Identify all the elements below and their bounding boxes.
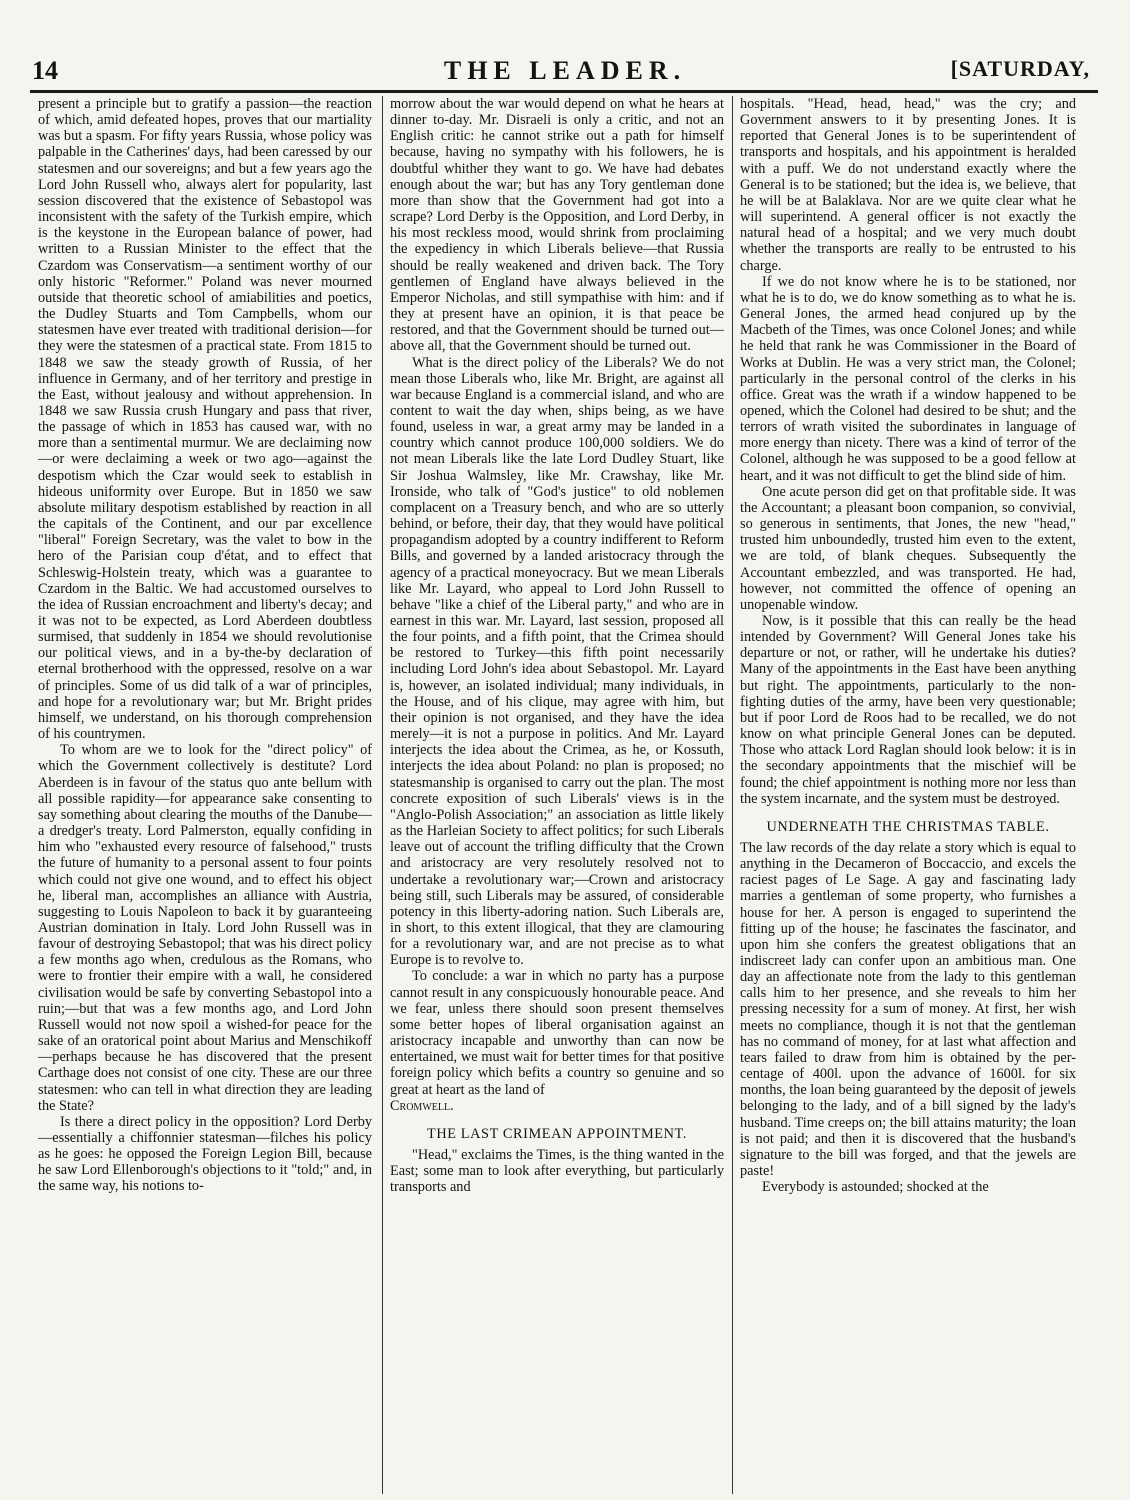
paragraph: present a principle but to gratify a passion—the reaction of which, amid defeated hopes, proves that our martiality was but a spasm. For fifty years Russia, whose policy was palpable in the Catherines' days, had been caressed by our statesmen and our sovereigns; and but a few years ago the Lord John Russell who, always alert for popularity, last session discovered that the existence of Sebastopol was inconsistent with the safety of the Turkish empire, which is the keystone in the European balance of power, had written to a Russian Minister to the effect that the Czardom was Conservatism—a sentiment worthy of our only historic "Reformer." Poland was never mourned outside that theoretic school of amiabilities and poetics, the Dudley Stuarts and Tom Campbells, whom our statesmen have ever treated with traditional derision—for they were the statesmen of a practical state. From 1815 to 1848 we saw the steady growth of Russia, of her influence in Germany, and of her territory and prestige in the East, without jealousy and without apprehension. In 1848 we saw Russia crush Hungary and pass that river, the passage of which in 1853 has caused war, with no more than a sentimental murmur. We are declaiming now—or were declaiming a week or two ago—against the despotism which the Czar would seek to establish in hideous uniformity over Europe. But in 1850 we saw absolute military despotism established by reaction in all the capitals of the Continent, and our par excellence "liberal" Foreign Secretary, was the valet to bow in the hero of the Parisian coup d'état, and to effect that Schleswig-Holstein treaty, which was a guarantee to Czardom in the Baltic. We had accustomed ourselves to the idea of Russian encroachment and liberty's decay; and it was not to be expected, as Lord Aberdeen doubtless surmised, that suddenly in 1854 we should revolutionise our political views, and in a by-the-by declaration of eternal brotherhood with the oppressed, resolve on a war of principles. Some of us did talk of a war of principles, and hope for a revolutionary war; but Mr. Bright prides himself, we understand, on his thorough comprehension of his countrymen. <box>38 96 372 743</box>
page-number: 14 <box>32 56 58 85</box>
paragraph: To conclude: a war in which no party has a purpose cannot result in any conspicuously honourable peace. And we fear, unless there should soon present themselves some better hopes of liberal organisation against an aristocracy incapable and unworthy than can now be entertained, we must wait for better times for that positive foreign policy which befits a country so genuine and so great at heart as the land of <box>390 968 724 1098</box>
paragraph: hospitals. "Head, head, head," was the cry; and Government answers to it by presenting Jones. It is reported that General Jones is to be superintendent of transports and hospitals, and his appointment is heralded with a puff. We do not understand exactly where the General is to be stationed; but the idea is, we believe, that he will be at Balaklava. Nor are we quite clear what he will superintend. A general officer is not exactly the natural head of a hospital; and we very much doubt whether the transports are really to be entrusted to his charge. <box>740 96 1076 274</box>
column-divider <box>382 96 383 1494</box>
paragraph: The law records of the day relate a story which is equal to anything in the Decameron of Boccaccio, and excels the raciest pages of Le Sage. A gay and fascinating lady marries a gentleman of some property, who furnishes a house for her. A person is engaged to superintend the fitting up of the house; he fascinates the fascinator, and upon him she confers the greatest obligations that an indiscreet lady can confer upon an ambitious man. One day an affectionate note from the lady to this gentleman calls him to her presence, and she reveals to him her pressing necessity for a sum of money. At first, her wish meets no compliance, though it is not that the gentleman has no command of money, for at last what affection and tears failed to draw from him is obtained by the per-centage of 400l. upon the advance of 1600l. for six months, the loan being guaranteed by the deposit of jewels belonging to the lady, and of a bill signed by the lady's husband. Time creeps on; the bill attains maturity; the loan is not paid; and then it is discovered that the husband's signature to the bill was forged, and that the jewels are paste! <box>740 839 1076 1179</box>
column-2 <box>390 96 724 1496</box>
paragraph: Is there a direct policy in the opposition? Lord Derby—essentially a chiffonnier statesman—filches his policy as he goes: he opposed the Foreign Legion Bill, because he saw Lord Ellenborough's objections to it "told;" and, in the same way, his notions to- <box>38 1113 372 1195</box>
section-heading: THE LAST CRIMEAN APPOINTMENT. <box>427 1125 687 1142</box>
header-rule <box>30 90 1098 93</box>
column-3 <box>740 96 1076 1496</box>
paragraph: To whom are we to look for the "direct policy" of which the Government collectively is destitute? Lord Aberdeen is in favour of the status quo ante bellum with all possible rapidity—for appearance sake consenting to say something about clearing the mouths of the Danube—a dredger's treaty. Lord Palmerston, equally confiding in him who "exhausted every resource of falsehood," trusts the future of humanity to a personal assent to four points which could not give one wound, and to effect his object he, liberal man, accomplishes an alliance with Austria, suggesting to Louis Napoleon to back it by guaranteeing Austrian domination in Italy. Lord John Russell was in favour of destroying Sebastopol; that was his direct policy a few months ago when, credulous as the Romans, who were to frontier their empire with a wall, he considered civilisation would be safe by converting Sebastopol into a ruin;—but that was a few months ago, and Lord John Russell would not now spoil a wished-for peace for the sake of an oratorical point about Marius and Menschikoff—perhaps because he has discovered that the present Carthage does not consist of one city. These are our three statesmen: who can tell in what direction they are leading the State? <box>38 742 372 1114</box>
column-1 <box>38 96 372 1496</box>
issue-day: [SATURDAY, <box>950 56 1090 81</box>
column-divider <box>732 96 733 1494</box>
section-heading: UNDERNEATH THE CHRISTMAS TABLE. <box>766 818 1050 835</box>
paragraph: What is the direct policy of the Liberals? We do not mean those Liberals who, like Mr. Bright, are against all war because England is a commercial island, and who are content to wait the day when, ships being, as we have found, useless in war, a great army may be landed in a country which cannot produce 100,000 soldiers. We do not mean Liberals like the late Lord Dudley Stuart, like Sir Joshua Walmsley, like Mr. Crawshay, like Mr. Ironside, who talk of "God's justice" to old noblemen complacent on a Treasury bench, and who are so utterly behind, or before, their day, that they would have political propagandism adopted by a country indifferent to Reform Bills, and governed by a landed aristocracy through the agency of a practical moneyocracy. But we mean Liberals like Mr. Layard, who appeal to Lord John Russell to behave "like a chief of the Liberal party," and who are in earnest in this war. Mr. Layard, last session, proposed all the four points, and a fifth point, that the Crimea should be restored to Turkey—this fifth point necessarily including Lord John's idea about Sebastopol. Mr. Layard is, however, an isolated individual; many individuals, in the House, and of his clique, may agree with him, but their opinion is not organised, and they have the idea merely—it is not a purpose in politics. And Mr. Layard interjects the idea about the Crimea, as he, or Kossuth, interjects the idea about Poland: no plan is proposed; no statesmanship is organised to carry out the plan. The most concrete exposition of such Liberals' views is in the "Anglo-Polish Association;" an association as little likely as the Harleian Society to affect politics; for such Liberals leave out of account the trifling difficulty that the Crown and aristocracy are very resolutely resolved not to undertake a revolutionary war;—Crown and aristocracy being still, such Liberals may be assured, of considerable potency in this liberty-adoring nation. Such Liberals are, in short, to this extent illogical, that they are clamouring for a revolutionary war, and are not precise as to what Europe is to revolve to. <box>390 354 724 969</box>
paragraph: Now, is it possible that this can really be the head intended by Government? Will General Jones take his departure or not, or rather, will he undertake his duties? Many of the appointments in the East have been anything but right. The appointments, particularly to the non-fighting duties of the army, have been very questionable; but if poor Lord de Roos had to be recalled, we do not know on what principle General Jones can be deputed. Those who attack Lord Raglan should look below: it is in the secondary appointments that the mischief will be found; the chief appointment is nothing more nor less than the system incarnate, and the system must be destroyed. <box>740 613 1076 807</box>
signature: Cromwell. <box>390 1097 454 1114</box>
paragraph: One acute person did get on that profitable side. It was the Accountant; a pleasant boon companion, so convivial, so generous in sentiments, that Jones, the new "head," trusted him unboundedly, trusted him even to the extent, we are told, of blank cheques. Subsequently the Accountant embezzled, and was transported. He had, however, not committed the offence of opening an unopenable window. <box>740 483 1076 613</box>
paragraph: Everybody is astounded; shocked at the <box>762 1179 989 1196</box>
paragraph: morrow about the war would depend on what he hears at dinner to-day. Mr. Disraeli is only a critic, and not an English critic: he cannot strike out a path for himself because, having no sympathy with his followers, he is doubtful whither they want to go. We have had debates enough about the war; but has any Tory gentleman done more than show that the Government had got into a scrape? Lord Derby is the Opposition, and Lord Derby, in his most reckless mood, would shrink from proclaiming the expediency in which Liberals believe—that Russia should be really weakened and driven back. The Tory gentlemen of England have always believed in the Emperor Nicholas, and still sympathise with him: and if they at present have an opinion, it is that peace be restored, and that the Government should be turned out—above all, that the Government should be turned out. <box>390 96 724 355</box>
newspaper-title: THE LEADER. <box>443 56 687 85</box>
paragraph: "Head," exclaims the Times, is the thing wanted in the East; some man to look after everything, but particularly transports and <box>390 1146 724 1196</box>
masthead <box>0 0 1130 98</box>
paragraph: If we do not know where he is to be stationed, nor what he is to do, we do know something as to what he is. General Jones, the armed head conjured up by the Macbeth of the Times, was once Colonel Jones; and while he held that rank he was Commissioner in the Board of Works at Dublin. He was a very strict man, the Colonel; particularly in the personal control of the clerks in his office. Great was the wrath if a window happened to be opened, which the Colonel had desired to be shut; and the terrors of wrath visited the subordinates in language of more energy than nicety. There was a kind of terror of the Colonel, although he was supposed to be a good fellow at heart, and it was not difficult to get the blind side of him. <box>740 273 1076 484</box>
